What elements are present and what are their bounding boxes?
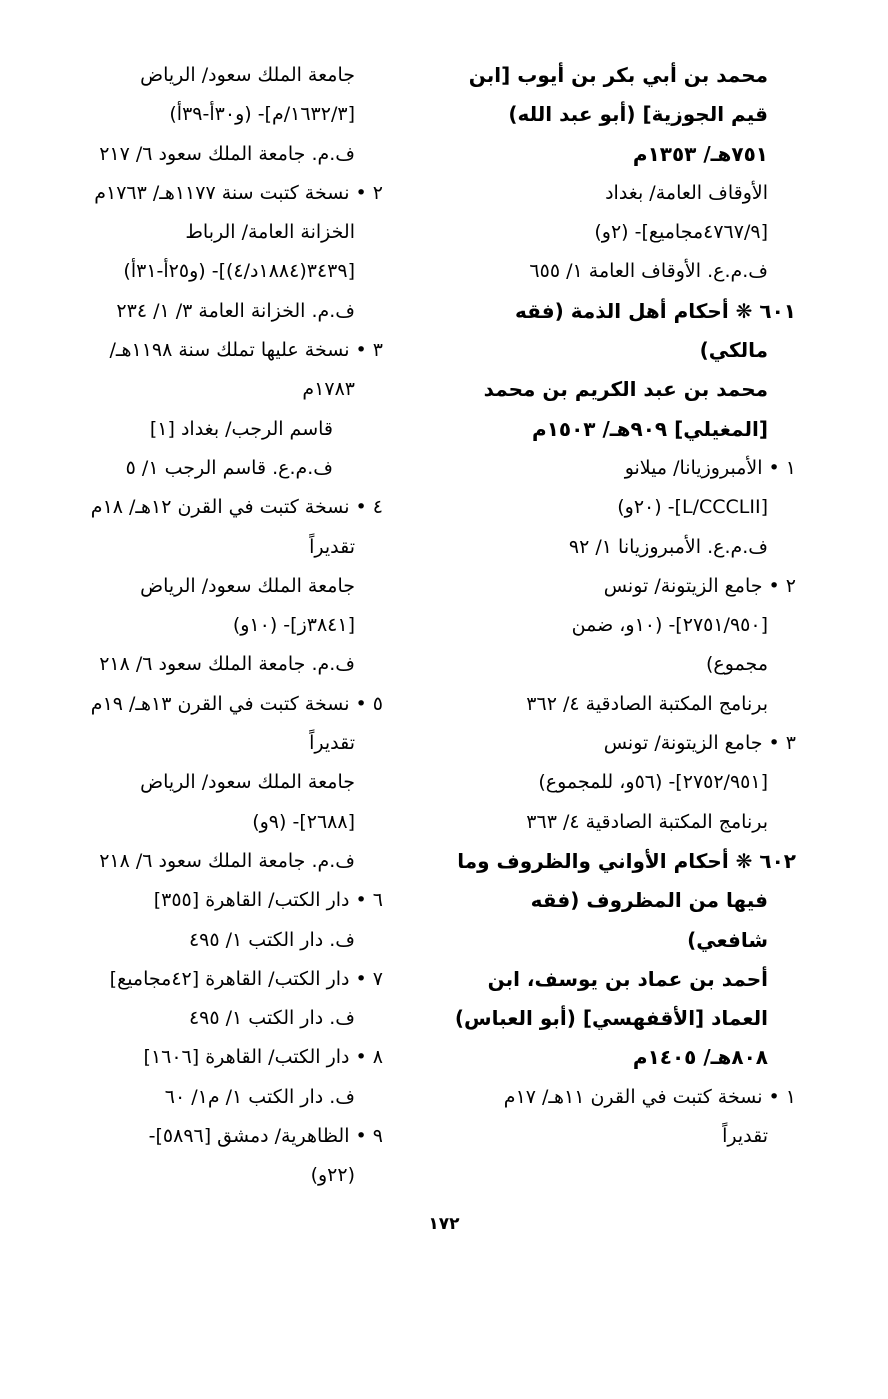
text-line: ف.م. جامعة الملك سعود ٦/ ٢١٧ — [99, 142, 355, 165]
text-line: [٤٧٦٧/٩مجاميع]- (٢و) — [594, 221, 768, 244]
text-line: (٢٢و) — [310, 1164, 355, 1187]
text-line: مالكي) — [699, 338, 768, 363]
text-line: ٨٠٨هـ/ ١٤٠٥م — [632, 1045, 768, 1070]
text-line: فيها من المظروف (فقه — [530, 888, 768, 913]
text-line: [١٦٣٢/٣/م]- (و٣٠أ-٣٩أ) — [169, 103, 355, 126]
text-line: ف.م.ع. الأوقاف العامة ١/ ٦٥٥ — [529, 260, 768, 283]
text-line: ٧ • دار الكتب/ القاهرة [٤٢مجاميع] — [109, 967, 383, 990]
text-line: تقديراً — [309, 535, 355, 558]
text-line: ٦ • دار الكتب/ القاهرة [٣٥٥] — [153, 889, 383, 912]
text-line: برنامج المكتبة الصادقية ٤/ ٣٦٣ — [526, 810, 768, 833]
text-line: قاسم الرجب/ بغداد [١] — [149, 417, 333, 440]
text-line: ف.م. جامعة الملك سعود ٦/ ٢١٨ — [99, 653, 355, 676]
text-line: ف. دار الكتب ١/ ٤٩٥ — [188, 1007, 355, 1030]
text-line: مجموع) — [706, 653, 768, 676]
text-line: [٢٦٨٨]- (٩و) — [252, 810, 355, 833]
text-line: تقديراً — [309, 732, 355, 755]
text-line: ف. دار الكتب ١/ م١/ ٦٠ — [164, 1085, 355, 1108]
text-line: [٣٤٣٩(١٨٨٤د/٤)]- (و٢٥أ-٣١أ) — [123, 260, 355, 283]
text-line: ٧٥١هـ/ ١٣٥٣م — [632, 141, 768, 166]
text-line: شافعي) — [687, 927, 768, 952]
text-line: [٣٨٤١ز]- (١٠و) — [232, 614, 355, 637]
text-line: تقديراً — [722, 1125, 768, 1148]
text-line: ٦٠١ ❋ أحكام أهل الذمة (فقه — [514, 298, 796, 323]
text-line: ٥ • نسخة كتبت في القرن ١٣هـ/ ١٩م — [90, 692, 383, 715]
text-line: ف. دار الكتب ١/ ٤٩٥ — [188, 928, 355, 951]
text-line: محمد بن عبد الكريم بن محمد — [483, 377, 768, 402]
text-line: ٣ • نسخة عليها تملك سنة ١١٩٨هـ/ — [109, 339, 383, 362]
text-line: ف.م. الخزانة العامة ٣/ ١/ ٢٣٤ — [116, 299, 355, 322]
text-line: [L/CCCLII]- (٢٠و) — [617, 496, 768, 519]
text-line: ٨ • دار الكتب/ القاهرة [١٦٠٦] — [143, 1046, 383, 1069]
text-line: ٢ • جامع الزيتونة/ تونس — [603, 574, 796, 597]
text-line: [٢٧٥٢/٩٥١]- (٥٦و، للمجموع) — [538, 771, 768, 794]
left-column — [63, 56, 383, 1196]
text-line: ف.م.ع. الأمبروزيانا ١/ ٩٢ — [568, 535, 768, 558]
text-line: ف.م. جامعة الملك سعود ٦/ ٢١٨ — [99, 849, 355, 872]
text-line: ١ • نسخة كتبت في القرن ١١هـ/ ١٧م — [503, 1085, 796, 1108]
text-line: [٢٧٥١/٩٥٠]- (١٠و، ضمن — [571, 614, 768, 637]
text-line: ٩ • الظاهرية/ دمشق [٥٨٩٦]- — [148, 1125, 383, 1148]
text-line: ٦٠٢ ❋ أحكام الأواني والظروف وما — [457, 848, 796, 873]
text-line: ١٧٨٣م — [302, 378, 355, 401]
text-line: ٢ • نسخة كتبت سنة ١١٧٧هـ/ ١٧٦٣م — [94, 181, 383, 204]
text-line: ٣ • جامع الزيتونة/ تونس — [603, 732, 796, 755]
text-line: محمد بن أبي بكر بن أيوب [ابن — [468, 63, 768, 87]
text-line: جامعة الملك سعود/ الرياض — [140, 771, 355, 794]
text-line: أحمد بن عماد بن يوسف، ابن — [487, 966, 768, 991]
page-number: ١٧٢ — [428, 1214, 460, 1234]
text-line: العماد [الأقفهسي] (أبو العباس) — [454, 1006, 768, 1031]
text-line: برنامج المكتبة الصادقية ٤/ ٣٦٢ — [526, 692, 768, 715]
text-line: ١ • الأمبروزيانا/ ميلانو — [624, 456, 796, 479]
text-line: قيم الجوزية] (أبو عبد الله) — [508, 102, 768, 127]
right-column — [456, 56, 796, 1156]
text-line: الخزانة العامة/ الرباط — [185, 221, 355, 244]
text-line: ٤ • نسخة كتبت في القرن ١٢هـ/ ١٨م — [90, 496, 383, 519]
text-line: [المغيلي] ٩٠٩هـ/ ١٥٠٣م — [532, 416, 768, 441]
text-line: جامعة الملك سعود/ الرياض — [140, 64, 355, 86]
text-line: الأوقاف العامة/ بغداد — [605, 181, 768, 204]
text-line: جامعة الملك سعود/ الرياض — [140, 574, 355, 597]
text-line: ف.م.ع. قاسم الرجب ١/ ٥ — [125, 456, 333, 479]
